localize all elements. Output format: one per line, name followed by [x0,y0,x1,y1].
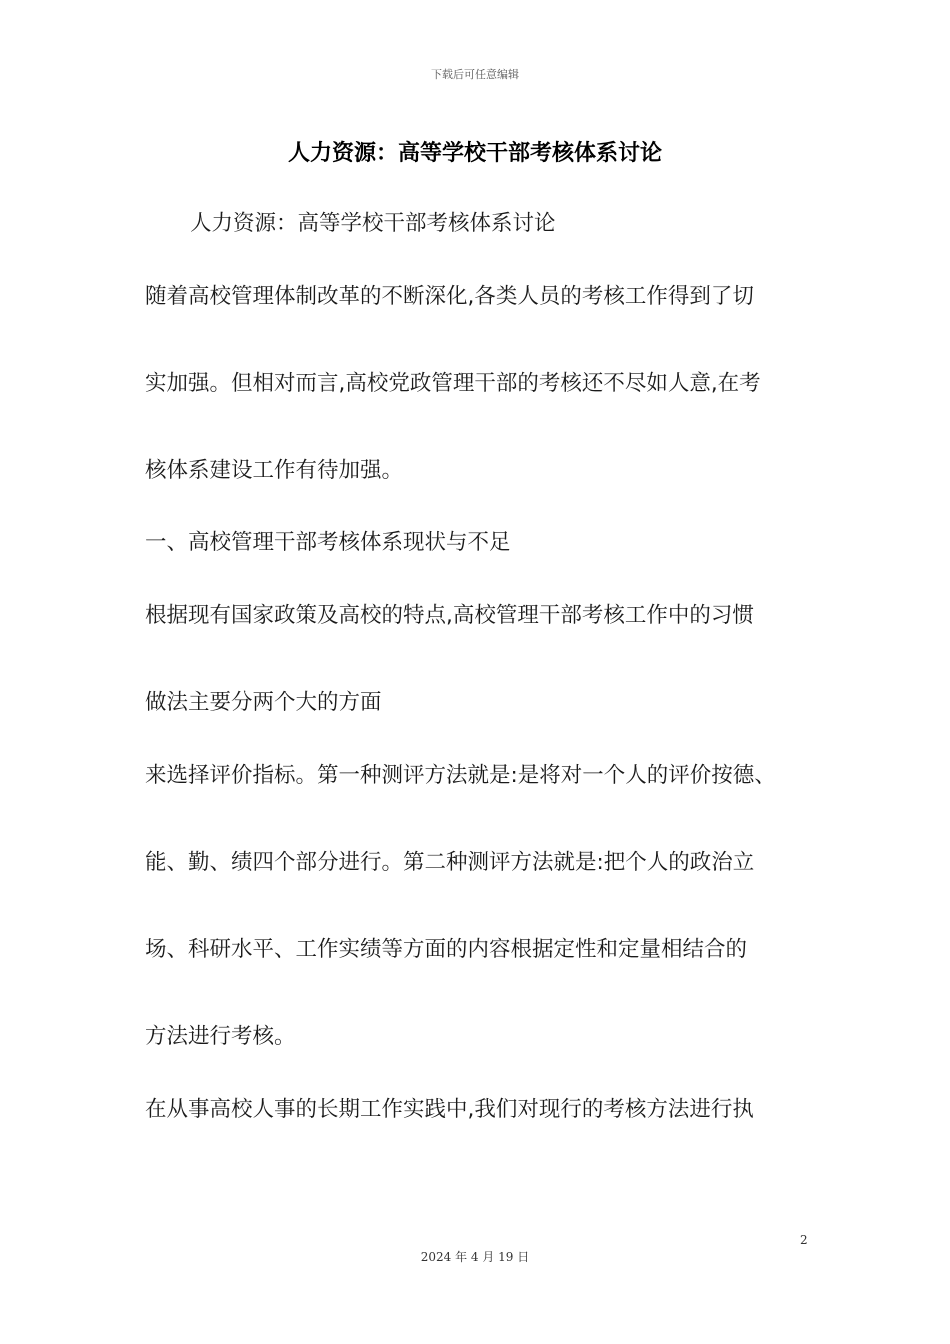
document-title: 人力资源：高等学校干部考核体系讨论 [287,141,662,166]
body-text-line: 能、勤、绩四个部分进行。第二种测评方法就是:把个人的政治立 [145,850,755,875]
body-subtitle-line: 人力资源：高等学校干部考核体系讨论 [190,211,556,236]
body-text-line: 来选择评价指标。第一种测评方法就是:是将对一个人的评价按德、 [145,763,776,788]
footer-date: 2024 年 4 月 19 日 [420,1250,530,1264]
body-text-line: 方法进行考核。 [145,1024,296,1049]
body-text-line: 随着高校管理体制改革的不断深化,各类人员的考核工作得到了切 [145,284,754,309]
page-number: 2 [800,1233,808,1247]
body-text-line: 做法主要分两个大的方面 [145,690,382,715]
header-note: 下载后可任意编辑 [431,68,519,81]
section-heading: 一、高校管理干部考核体系现状与不足 [145,530,511,555]
body-text-line: 在从事高校人事的长期工作实践中,我们对现行的考核方法进行执 [145,1097,754,1122]
body-text-line: 实加强。但相对而言,高校党政管理干部的考核还不尽如人意,在考 [145,371,761,396]
body-text-line: 核体系建设工作有待加强。 [145,458,404,483]
body-text-line: 场、科研水平、工作实绩等方面的内容根据定性和定量相结合的 [145,937,748,962]
body-text-line: 根据现有国家政策及高校的特点,高校管理干部考核工作中的习惯 [145,603,754,628]
